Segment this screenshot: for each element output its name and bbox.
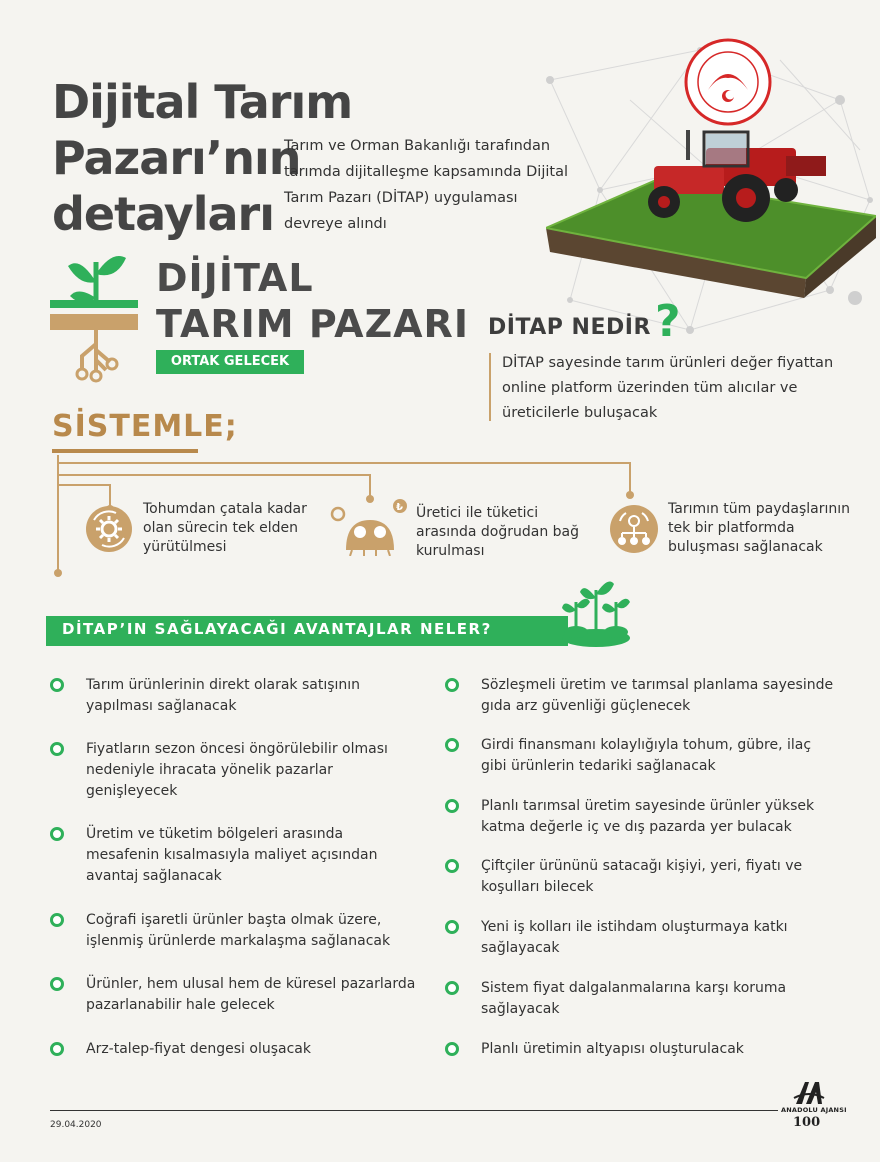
- subtitle-line: Tarım ve Orman Bakanlığı tarafından: [284, 138, 551, 154]
- sistem-line: Tohumdan çatala kadar: [143, 501, 307, 517]
- sistem-line: Üretici ile tüketici: [416, 505, 539, 521]
- nedir-line: online platform üzerinden tüm alıcılar ve: [502, 380, 798, 396]
- advantage-item: [86, 824, 426, 887]
- sistem-line: kurulması: [416, 543, 485, 559]
- advantages-heading: DİTAP’IN SAĞLAYACAĞI AVANTAJLAR NELER?: [62, 620, 492, 638]
- subtitle-line: tarımda dijitalleşme kapsamında Dijital: [284, 164, 568, 180]
- logo-text-line-1: DİJİTAL: [156, 256, 314, 300]
- nedir-accent-bar: [489, 353, 491, 421]
- sistem-item-1-icon: [86, 506, 132, 552]
- advantage-line: Üretim ve tüketim bölgeleri arasında: [86, 826, 344, 842]
- advantage-line: sağlayacak: [481, 1001, 560, 1017]
- ministry-seal: [684, 38, 772, 126]
- agency-name: ANADOLU AJANSI: [781, 1106, 847, 1114]
- ditap-logo-sprout-icon: [50, 252, 142, 384]
- advantage-item: [481, 1039, 866, 1060]
- sistem-item-1-text: [143, 500, 323, 557]
- advantage-line: mesafenin kısalmasıyla maliyet açısından: [86, 847, 378, 863]
- advantage-item: [481, 917, 866, 959]
- sistem-item-3-icon: [610, 505, 658, 553]
- bullet-icon: [445, 799, 459, 813]
- advantage-item: [86, 675, 426, 717]
- advantage-line: Tarım ürünlerinin direkt olarak satışının: [86, 677, 361, 693]
- advantage-item: [86, 739, 426, 802]
- advantage-item: [481, 796, 866, 838]
- gear-cycle-icon: [86, 506, 132, 552]
- advantage-item: [481, 978, 866, 1020]
- sistem-line: buluşması sağlanacak: [668, 539, 823, 555]
- advantage-line: pazarlanabilir hale gelecek: [86, 997, 275, 1013]
- logo-text-line-2: TARIM PAZARI: [156, 302, 469, 346]
- sistem-line: Tarımın tüm paydaşlarının: [668, 501, 851, 517]
- stakeholders-network-icon: [610, 505, 658, 553]
- advantage-line: nedeniyle ihracata yönelik pazarlar: [86, 762, 333, 778]
- advantage-item: [481, 856, 866, 898]
- bullet-icon: [445, 1042, 459, 1056]
- logo-tagline-badge: ORTAK GELECEK: [156, 350, 304, 374]
- advantage-item: [86, 974, 426, 1016]
- nedir-line: üreticilerle buluşacak: [502, 405, 658, 421]
- subtitle-line: Tarım Pazarı (DİTAP) uygulaması: [284, 190, 518, 206]
- bullet-icon: [50, 742, 64, 756]
- advantage-line: Arz-talep-fiyat dengesi oluşacak: [86, 1041, 311, 1057]
- seedlings-icon: [556, 572, 636, 648]
- bullet-icon: [50, 977, 64, 991]
- advantage-line: Sözleşmeli üretim ve tarımsal planlama sayesinde: [481, 677, 834, 693]
- advantage-item: [481, 735, 866, 777]
- bullet-icon: [50, 827, 64, 841]
- bullet-icon: [50, 1042, 64, 1056]
- advantage-line: Sistem fiyat dalgalanmalarına karşı koruma: [481, 980, 787, 996]
- sistem-line: tek bir platformda: [668, 520, 795, 536]
- advantage-line: gıda arz güvenliği güçlenecek: [481, 698, 691, 714]
- page-subtitle: [284, 133, 584, 237]
- advantage-line: Çiftçiler ürününü satacağı kişiyi, yeri, fiyatı ve: [481, 858, 803, 874]
- sistem-line: olan sürecin tek elden: [143, 520, 299, 536]
- advantage-line: yapılması sağlanacak: [86, 698, 237, 714]
- advantage-item: [86, 1039, 426, 1060]
- sistemle-heading: SİSTEMLE;: [52, 409, 238, 444]
- advantage-line: Planlı üretimin altyapısı oluşturulacak: [481, 1041, 744, 1057]
- sistem-line: arasında doğrudan bağ: [416, 524, 579, 540]
- bullet-icon: [445, 920, 459, 934]
- advantage-line: avantaj sağlanacak: [86, 868, 222, 884]
- advantage-item: [481, 675, 866, 717]
- advantage-line: işlenmiş ürünlerde markalaşma sağlanacak: [86, 933, 391, 949]
- page-title-line-1: Dijital Tarım Pazarı’nın: [52, 75, 353, 185]
- question-mark-icon: ?: [655, 296, 681, 347]
- nedir-body: [502, 351, 852, 426]
- sistem-line: yürütülmesi: [143, 539, 227, 555]
- nedir-heading: DİTAP NEDİR: [488, 315, 651, 340]
- advantage-item: [86, 910, 426, 952]
- advantage-line: sağlayacak: [481, 940, 560, 956]
- subtitle-line: devreye alındı: [284, 216, 387, 232]
- bullet-icon: [50, 678, 64, 692]
- anadolu-agency-logo-icon: [792, 1078, 826, 1106]
- advantage-line: koşulları bilecek: [481, 879, 594, 895]
- sistemle-underline: [52, 449, 198, 453]
- nedir-line: DİTAP sayesinde tarım ürünleri değer fiyattan: [502, 355, 834, 371]
- footer-divider: [50, 1110, 778, 1111]
- advantage-line: genişleyecek: [86, 783, 178, 799]
- advantage-line: Yeni iş kolları ile istihdam oluşturmaya katkı: [481, 919, 788, 935]
- bullet-icon: [445, 738, 459, 752]
- advantage-line: Ürünler, hem ulusal hem de küresel pazarlarda: [86, 976, 416, 992]
- seal-emblem-icon: [684, 38, 772, 126]
- bullet-icon: [445, 981, 459, 995]
- sistem-item-2-text: [416, 504, 596, 561]
- sistem-item-3-text: [668, 500, 868, 557]
- producer-consumer-icon: [328, 498, 412, 556]
- advantage-line: Fiyatların sezon öncesi öngörülebilir olması: [86, 741, 388, 757]
- svg-text:₺: ₺: [396, 502, 403, 513]
- anniversary-mark: 100: [793, 1115, 821, 1130]
- page-title-line-2: detayları: [52, 187, 274, 241]
- bullet-icon: [445, 859, 459, 873]
- publish-date: 29.04.2020: [50, 1120, 102, 1130]
- advantage-line: gibi ürünlerin tedariki sağlanacak: [481, 758, 716, 774]
- advantage-line: Girdi finansmanı kolaylığıyla tohum, gübre, ilaç: [481, 737, 812, 753]
- advantage-line: katma değerle iç ve dış pazarda yer bulacak: [481, 819, 792, 835]
- advantage-line: Planlı tarımsal üretim sayesinde ürünler yüksek: [481, 798, 815, 814]
- bullet-icon: [50, 913, 64, 927]
- advantage-line: Coğrafi işaretli ürünler başta olmak üzere,: [86, 912, 382, 928]
- bullet-icon: [445, 678, 459, 692]
